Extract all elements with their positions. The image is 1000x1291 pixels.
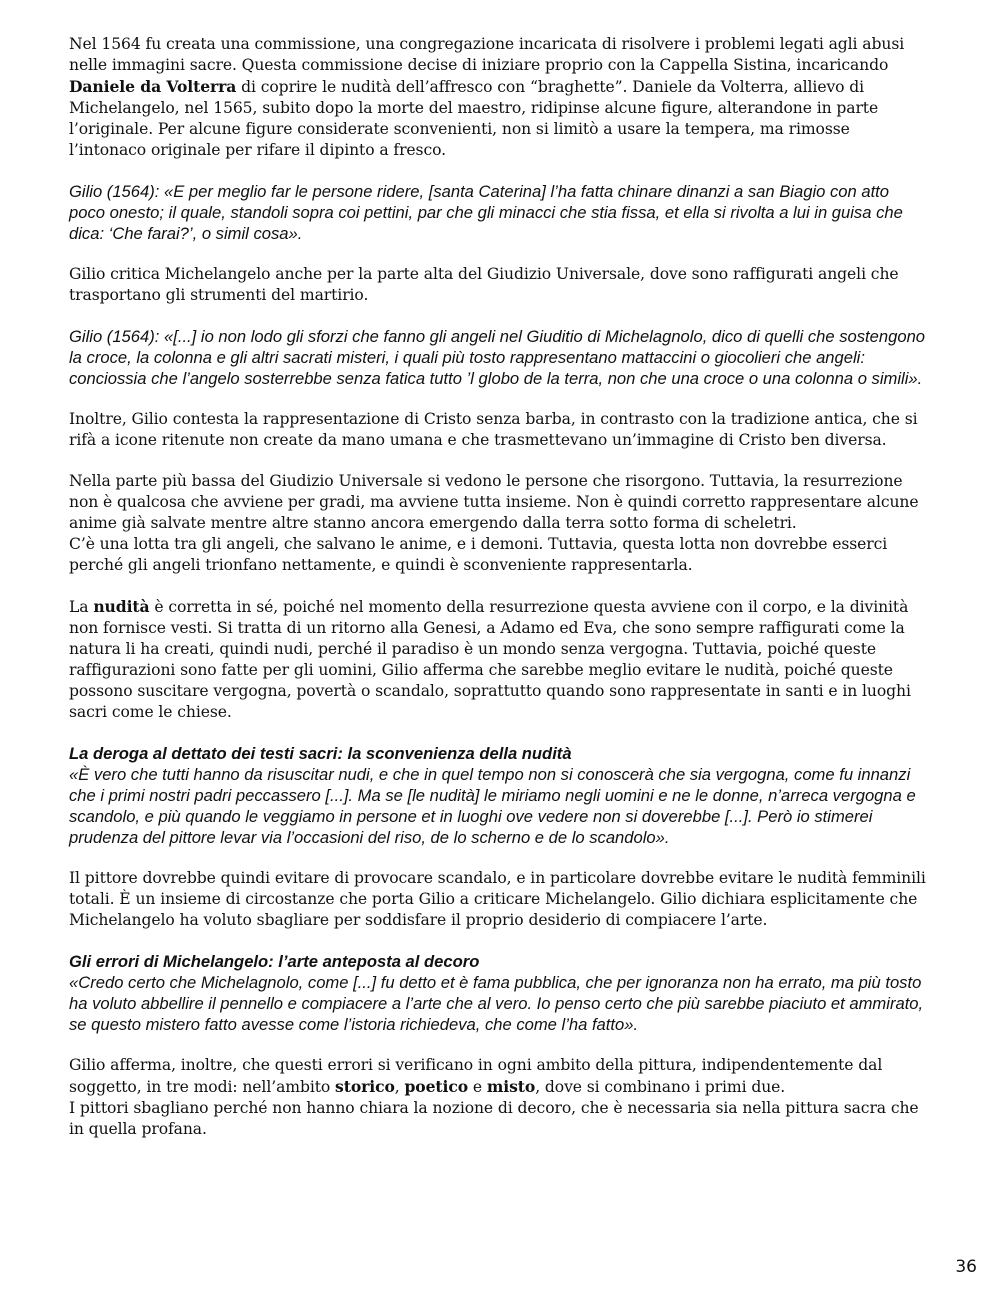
- paragraph-cristo-senza-barba: Inoltre, Gilio contesta la rappresentazione di Cristo senza barba, in contrasto con la tradizione antica, che si rifà a icone ritenute non create da mano umana e che trasmettevano un’immagine di Cristo ben diversa.: [69, 410, 918, 449]
- paragraph-lotta-angeli-demoni: C’è una lotta tra gli angeli, che salvano le anime, e i demoni. Tuttavia, questa lotta non dovrebbe esserci perché gli angeli trionfano nettamente, e quindi è sconveniente rappresentarla.: [69, 535, 888, 574]
- text-run: Gilio afferma, inoltre, che questi errori si verificano in ogni ambito della pittura, indipendentemente dal soggetto, in tre modi: nell’ambito: [69, 1056, 883, 1096]
- paragraph-angeli-martirio: Gilio critica Michelangelo anche per la parte alta del Giudizio Universale, dove sono raffigurati angeli che trasportano gli strumenti del martirio.: [69, 265, 899, 304]
- text-run: e: [468, 1078, 487, 1096]
- paragraph-tre-modi: [69, 1055, 929, 1098]
- bold-misto: misto: [486, 1077, 536, 1096]
- paragraph-commissione: [69, 34, 929, 161]
- paragraph-nudita: [69, 596, 929, 723]
- quote-gilio-santa-caterina: Gilio (1564): «E per meglio far le persone ridere, [santa Caterina] l’ha fatta chinare dinanzi a san Biagio con atto poco onesto; il quale, standoli sopra coi pettini, par che gli minacci che stia fissa, et ella si rivolta a lui in guisa che dica: ‘Che farai?’, o simil cosa».: [69, 182, 903, 243]
- heading-deroga-testi-sacri: La deroga al dettato dei testi sacri: la sconvenienza della nudità: [69, 744, 572, 763]
- quote-gilio-angeli: Gilio (1564): «[...] io non lodo gli sforzi che fanno gli angeli nel Giuditio di Michelagnolo, dico di quelli che sostengono la croce, la colonna e gli altri sacrati misteri, i quali più tosto rappresentano mattaccini o giocolieri che angeli: conciossia che l’angelo sosterrebbe senza fatica tutto ’l globo de la terra, non che una croce o una colonna o simili».: [69, 327, 926, 388]
- heading-errori-michelangelo: Gli errori di Michelangelo: l’arte anteposta al decoro: [69, 952, 480, 971]
- text-run: La: [69, 598, 94, 616]
- paragraph-evitare-scandalo: Il pittore dovrebbe quindi evitare di provocare scandalo, e in particolare dovrebbe evitare le nudità femminili totali. È un insieme di circostanze che porta Gilio a criticare Michelangelo. Gilio dichiara esplicitamente che Michelangelo ha voluto sbagliare per soddisfare il proprio desiderio di compiacere l’arte.: [69, 869, 926, 929]
- page-number: 36: [955, 1257, 977, 1277]
- document-body: [69, 34, 929, 1140]
- bold-nudita: nudità: [93, 597, 150, 616]
- bold-poetico: poetico: [404, 1077, 469, 1096]
- bold-storico: storico: [335, 1077, 395, 1096]
- quote-credo-certo: «Credo certo che Michelagnolo, come [...] fu detto et è fama pubblica, che per ignoranza non ha errato, ma più tosto ha voluto abbellire il pennello e compiacere a l’arte che al vero. Io penso certo che più sarebbe piaciuto et ammirato, se questo mistero fatto avesse come l’istoria richiedeva, che come l’ha fatto».: [69, 973, 924, 1034]
- paragraph-nozione-decoro: I pittori sbagliano perché non hanno chiara la nozione di decoro, che è necessaria sia nella pittura sacra che in quella profana.: [69, 1099, 919, 1138]
- quote-risuscitar-nudi: «È vero che tutti hanno da risuscitar nudi, e che in quel tempo non si conoscerà che sia vergogna, come fu innanzi che i primi nostri padri peccassero [...]. Ma se [le nudità] le miriamo negli uomini e ne le donne, n’arreca vergogna e scandolo, e più quando le veggiamo in persone et in luoghi ove vedere non si doverebbe [...]. Però io stimerei prudenza del pittore levar via l’occasioni del riso, de lo scherno e de lo scandolo».: [69, 765, 916, 847]
- text-run: è corretta in sé, poiché nel momento della resurrezione questa avviene con il corpo, e la divinità non fornisce vesti. Si tratta di un ritorno alla Genesi, a Adamo ed Eva, che sono sempre raffigurati come la natura li ha creati, quindi nudi, perché il paradiso è un mondo senza vergogna. Tuttavia, poiché queste raffigurazioni sono fatte per gli uomini, Gilio afferma che sarebbe meglio evitare le nudità, poiché queste possono suscitare vergogna, povertà o scandalo, soprattutto quando sono rappresentate in santi e in luoghi sacri come le chiese.: [69, 598, 911, 721]
- text-run: Nel 1564 fu creata una commissione, una congregazione incaricata di risolvere i problemi legati agli abusi nelle immagini sacre. Questa commissione decise di iniziare proprio con la Cappella Sistina, incaricando: [69, 35, 905, 74]
- bold-daniele-da-volterra: Daniele da Volterra: [69, 77, 237, 96]
- paragraph-resurrezione: Nella parte più bassa del Giudizio Universale si vedono le persone che risorgono. Tuttavia, la resurrezione non è qualcosa che avviene per gradi, ma avviene tutta insieme. Non è quindi corretto rappresentare alcune anime già salvate mentre altre stanno ancora emergendo dalla terra sotto forma di scheletri.: [69, 472, 919, 532]
- text-run: , dove si combinano i primi due.: [535, 1078, 786, 1096]
- text-run: di coprire le nudità dell’affresco con “braghette”. Daniele da Volterra, allievo di Michelangelo, nel 1565, subito dopo la morte del maestro, ridipinse alcune figure, alterandone in parte l’originale. Per alcune figure considerate sconvenienti, non si limitò a usare la tempera, ma rimosse l’intonaco originale per rifare il dipinto a fresco.: [69, 78, 879, 159]
- text-run: ,: [394, 1078, 405, 1096]
